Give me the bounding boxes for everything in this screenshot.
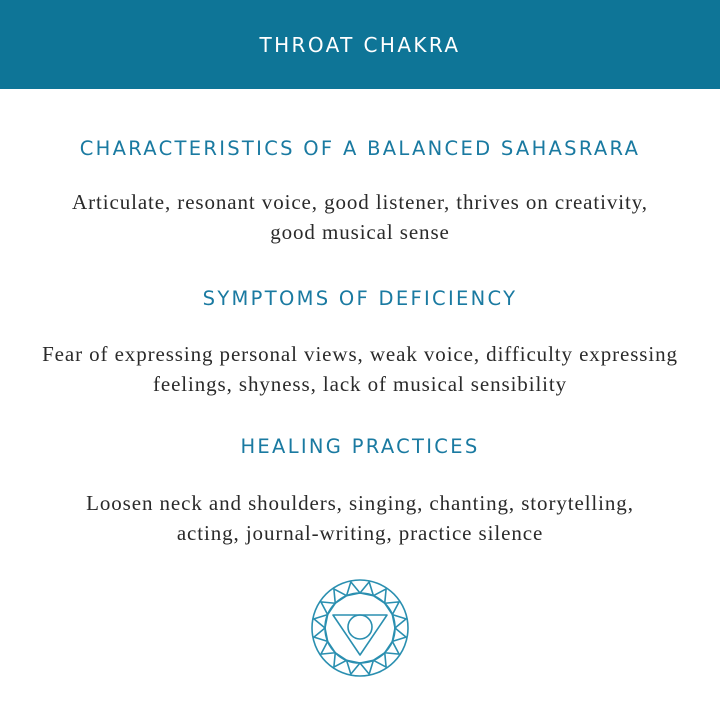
body-line: Fear of expressing personal views, weak voice, difficulty expressing: [42, 342, 678, 366]
center-circle: [348, 615, 372, 639]
petal-triangle: [334, 653, 347, 667]
body-line: feelings, shyness, lack of musical sensibility: [152, 372, 568, 396]
section-body-healing: [0, 488, 720, 548]
outer-ring: [312, 580, 408, 676]
section-heading-deficiency: SYMPTOMS OF DEFICIENCY: [202, 287, 518, 310]
petal-triangle: [360, 660, 373, 674]
petal-triangle: [347, 582, 360, 596]
petal-triangle: [373, 653, 386, 667]
section-body-deficiency: [0, 339, 720, 399]
petal-triangle: [385, 641, 399, 654]
body-line: acting, journal-writing, practice silence: [176, 521, 544, 545]
petal-triangle: [360, 582, 373, 596]
throat-chakra-symbol-icon: [310, 578, 410, 678]
body-line: Articulate, resonant voice, good listener, thrives on creativity,: [72, 190, 648, 214]
petal-triangle: [334, 589, 347, 603]
page-title: THROAT CHAKRA: [259, 32, 461, 57]
petal-triangle: [347, 660, 360, 674]
petal-triangle: [321, 602, 335, 615]
petal-triangle: [392, 628, 406, 641]
section-heading-healing: HEALING PRACTICES: [240, 435, 480, 458]
section-heading-characteristics: CHARACTERISTICS OF A BALANCED SAHASRARA: [79, 137, 641, 160]
petal-triangle: [314, 615, 328, 628]
petal-triangle: [385, 602, 399, 615]
body-line: good musical sense: [270, 220, 450, 244]
section-body-characteristics: [0, 187, 720, 247]
body-line: Loosen neck and shoulders, singing, chanting, storytelling,: [86, 491, 634, 515]
petal-triangle: [314, 628, 328, 641]
petal-triangle: [373, 589, 386, 603]
header-bar: [0, 0, 720, 89]
inner-triangle: [333, 615, 387, 655]
petal-triangle: [321, 641, 335, 654]
petal-triangle: [392, 615, 406, 628]
